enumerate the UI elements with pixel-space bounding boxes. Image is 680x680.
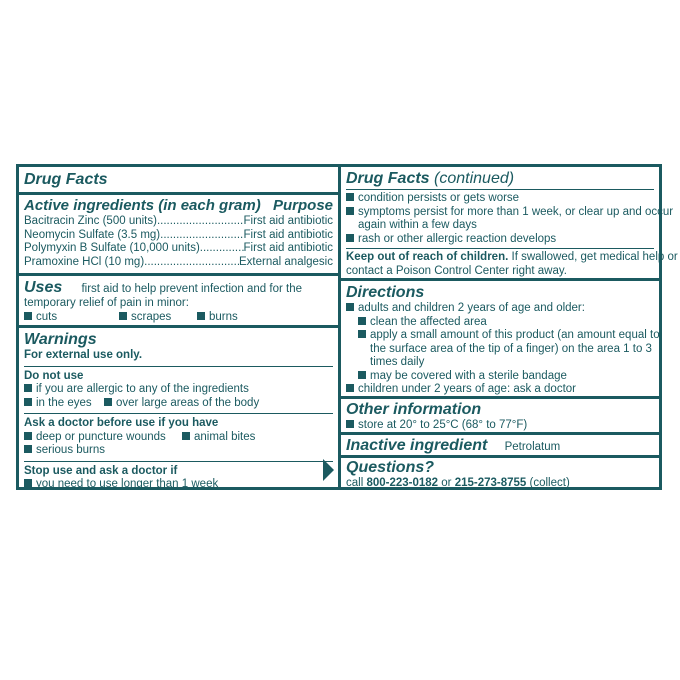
other-information-section	[341, 401, 659, 433]
list-item: symptoms persist for more than 1 week, or clear up and occur	[346, 206, 654, 220]
list-item: over large areas of the body	[104, 397, 259, 411]
list-item: burns	[197, 311, 238, 325]
list-item: children under 2 years of age: ask a doctor	[346, 383, 654, 397]
continued-section: Drug Facts (continued) condition persists or gets worse symptoms persist for more than 1 week, or clear up and occur again within a few days rash or other allergic reaction develops Keep out of reach of children. If swallowed, get medical help or contact a Poison Control Center right away.	[346, 170, 678, 277]
list-item: cuts	[24, 311, 119, 325]
active-ingredients-heading: Active ingredients (in each gram)	[24, 197, 261, 214]
list-item: clean the affected area	[346, 316, 654, 330]
list-item: condition persists or gets worse	[346, 192, 654, 206]
list-item: you need to use longer than 1 week	[24, 478, 333, 492]
drug-facts-header	[19, 171, 338, 189]
ingredient-row: Polymyxin B Sulfate (10,000 units) ..... First aid antibiotic	[24, 242, 333, 256]
list-item: scrapes	[119, 311, 187, 325]
list-item: may be covered with a sterile bandage	[346, 370, 654, 384]
list-item: in the eyes	[24, 397, 104, 411]
questions-heading: Questions?	[346, 459, 435, 476]
continue-arrow-icon	[323, 459, 334, 481]
list-item: store at 20° to 25°C (68° to 77°F)	[346, 419, 654, 433]
left-column	[19, 167, 338, 490]
ingredient-row: Bacitracin Zinc (500 units) ..... First aid antibiotic	[24, 215, 333, 229]
directions-heading: Directions	[346, 284, 425, 301]
drug-facts-label	[16, 164, 678, 490]
inactive-ingredient-section: Inactive ingredient Petrolatum	[346, 437, 561, 454]
drug-facts-continued-title: Drug Facts	[346, 170, 430, 187]
warnings-section: Warnings For external use only. Do not use if you are allergic to any of the ingredients in the eyes over large areas of the body Ask a doctor before use if you have deep or puncture wounds animal bites serious burns Stop use and ask a doctor if you need to use longer than 1 week	[19, 331, 338, 487]
right-column	[338, 167, 678, 489]
drug-facts-title: Drug Facts	[24, 171, 108, 188]
list-item: deep or puncture wounds	[24, 431, 182, 445]
list-item: rash or other allergic reaction develops	[346, 233, 654, 247]
list-item: adults and children 2 years of age and older:	[346, 302, 654, 316]
uses-section: Uses first aid to help prevent infection and for the temporary relief of pain in minor: cuts scrapes burns	[24, 279, 303, 323]
list-item: animal bites	[182, 431, 255, 445]
other-information-heading: Other information	[346, 401, 482, 418]
uses-heading: Uses	[24, 279, 63, 296]
list-item: if you are allergic to any of the ingredients	[24, 383, 333, 397]
phone-number: 800-223-0182	[366, 477, 439, 489]
ingredient-row: Pramoxine HCl (10 mg) ..... External analgesic	[24, 256, 333, 270]
phone-number: 215-273-8755	[454, 477, 527, 489]
active-ingredients-section	[19, 197, 338, 269]
inactive-ingredient-heading: Inactive ingredient	[346, 437, 488, 454]
list-item: apply a small amount of this product (an amount equal to	[346, 329, 654, 343]
list-item: serious burns	[24, 444, 333, 458]
ingredient-row: Neomycin Sulfate (3.5 mg) ..... First aid antibiotic	[24, 229, 333, 243]
directions-section: Directions adults and children 2 years of age and older: clean the affected area apply a small amount of this product (an amount equal to the surface area of the tip of a finger) on the area 1 to 3 times daily may be covered with a sterile bandage children under 2 years of age: ask a doctor	[346, 284, 660, 395]
questions-section: Questions? call 800-223-0182 or 215-273-8755 (collect)	[341, 459, 659, 491]
warnings-heading: Warnings	[24, 331, 97, 348]
purpose-heading: Purpose	[272, 197, 333, 214]
